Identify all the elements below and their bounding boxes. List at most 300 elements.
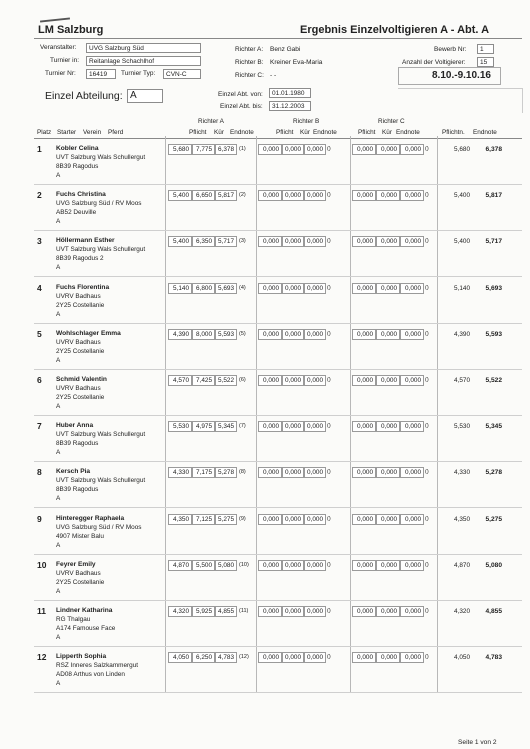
endnote-value: 4,855	[485, 608, 502, 615]
col-verein: Verein	[83, 129, 102, 136]
score-cell: 0,000	[282, 144, 304, 155]
score-cell: 0,000	[376, 236, 400, 247]
score-cell: 0,000	[304, 606, 326, 617]
score-cell: 0,000	[352, 560, 376, 571]
row-place: 6	[37, 375, 42, 385]
row-place: 11	[37, 606, 46, 616]
row-place: 9	[37, 514, 42, 524]
abteilung-field: A	[127, 89, 163, 103]
score-cell: 0,000	[304, 467, 326, 478]
abteilung-label: Einzel Abteilung:	[45, 90, 123, 102]
score-cell: 0,000	[258, 421, 282, 432]
turnier-typ-label: Turnier Typ:	[121, 70, 156, 77]
score-cell: 0,000	[304, 236, 326, 247]
row-divider	[34, 507, 522, 508]
rank-label: ()	[425, 654, 429, 660]
score-cell: 5,817	[215, 190, 237, 201]
score-cell: 5,593	[215, 329, 237, 340]
score-cell: 4,855	[215, 606, 237, 617]
richter-a-label: Richter A:	[235, 46, 264, 53]
score-cell: 5,140	[168, 283, 192, 294]
score-cell: 0,000	[352, 144, 376, 155]
endnote-value: 5,717	[485, 238, 502, 245]
score-cell: 0,000	[258, 514, 282, 525]
score-cell: 0,000	[304, 652, 326, 663]
row-club: UVT Salzburg Wals Schullergut	[56, 431, 146, 438]
score-cell: 0,000	[400, 421, 424, 432]
col-pferd: Pferd	[108, 129, 124, 136]
veranstalter-field: UVG Salzburg Süd	[86, 43, 201, 53]
rank-label: (8)	[239, 469, 246, 475]
endnote-value: 5,817	[485, 192, 502, 199]
rank-label: (4)	[239, 285, 246, 291]
pflichtn-value: 4,330	[454, 469, 470, 476]
score-cell: 0,000	[282, 236, 304, 247]
pflichtn-value: 4,320	[454, 608, 470, 615]
score-cell: 0,000	[352, 606, 376, 617]
row-class: A	[56, 311, 61, 318]
score-cell: 7,775	[192, 144, 215, 155]
row-horse: A174 Famouse Face	[56, 625, 116, 632]
score-cell: 0,000	[258, 190, 282, 201]
row-place: 4	[37, 283, 42, 293]
col-endnote-total: Endnote	[473, 129, 497, 136]
col-richter-a: Richter A	[198, 118, 224, 125]
row-place: 2	[37, 190, 42, 200]
rank-label: ()	[327, 423, 331, 429]
row-name: Höllermann Esther	[56, 237, 115, 244]
score-cell: 5,680	[168, 144, 192, 155]
row-class: A	[56, 403, 61, 410]
score-cell: 4,330	[168, 467, 192, 478]
score-cell: 0,000	[304, 421, 326, 432]
score-cell: 4,050	[168, 652, 192, 663]
score-cell: 5,278	[215, 467, 237, 478]
row-divider	[34, 554, 522, 555]
abt-von-label: Einzel Abt. von:	[218, 91, 263, 98]
score-cell: 0,000	[376, 283, 400, 294]
score-cell: 0,000	[258, 375, 282, 386]
score-cell: 0,000	[376, 190, 400, 201]
score-cell: 0,000	[258, 560, 282, 571]
score-cell: 0,000	[282, 421, 304, 432]
col-richter-b: Richter B	[293, 118, 320, 125]
score-cell: 0,000	[258, 283, 282, 294]
row-club: UVRV Badhaus	[56, 339, 101, 346]
row-divider	[34, 230, 522, 231]
row-name: Hinteregger Raphaela	[56, 515, 125, 522]
row-club: RG Thalgau	[56, 616, 91, 623]
rank-label: (11)	[239, 608, 249, 614]
col-a-endnote: Endnote	[230, 129, 254, 136]
score-cell: 0,000	[376, 329, 400, 340]
score-cell: 5,522	[215, 375, 237, 386]
score-cell: 5,345	[215, 421, 237, 432]
row-horse: 8B39 Ragodus	[56, 440, 99, 447]
score-cell: 0,000	[400, 144, 424, 155]
row-name: Fuchs Christina	[56, 191, 106, 198]
rank-label: ()	[327, 238, 331, 244]
score-cell: 7,425	[192, 375, 215, 386]
score-cell: 0,000	[400, 606, 424, 617]
turnier-nr-label: Turnier Nr:	[45, 70, 76, 77]
result-title: Ergebnis Einzelvoltigieren A - Abt. A	[300, 24, 490, 36]
pflichtn-value: 4,570	[454, 377, 470, 384]
table-row	[0, 512, 530, 556]
pflichtn-value: 4,050	[454, 654, 470, 661]
header-panel-right	[398, 88, 523, 113]
rank-label: ()	[425, 377, 429, 383]
table-row	[0, 558, 530, 602]
rank-label: (5)	[239, 331, 246, 337]
row-club: UVT Salzburg Wals Schullergut	[56, 477, 146, 484]
score-cell: 0,000	[304, 144, 326, 155]
score-cell: 5,500	[192, 560, 215, 571]
richter-c-label: Richter C:	[235, 72, 264, 79]
score-cell: 6,250	[192, 652, 215, 663]
endnote-value: 5,345	[485, 423, 502, 430]
score-cell: 0,000	[376, 375, 400, 386]
rank-label: ()	[425, 608, 429, 614]
score-cell: 0,000	[282, 190, 304, 201]
score-cell: 4,870	[168, 560, 192, 571]
score-cell: 0,000	[352, 421, 376, 432]
pflichtn-value: 5,680	[454, 146, 470, 153]
rank-label: (2)	[239, 192, 246, 198]
col-richter-c: Richter C	[378, 118, 405, 125]
score-cell: 4,390	[168, 329, 192, 340]
row-place: 1	[37, 144, 42, 154]
score-cell: 0,000	[282, 467, 304, 478]
score-cell: 0,000	[258, 144, 282, 155]
table-row	[0, 234, 530, 278]
pflichtn-value: 5,400	[454, 192, 470, 199]
row-class: A	[56, 495, 61, 502]
score-cell: 0,000	[304, 190, 326, 201]
title-underline-accent	[40, 17, 70, 22]
dates-box-outline	[398, 67, 501, 85]
col-b-kuer: Kür	[300, 129, 310, 136]
row-club: UVRV Badhaus	[56, 293, 101, 300]
row-class: A	[56, 357, 61, 364]
col-a-pflicht: Pflicht	[189, 129, 207, 136]
score-cell: 0,000	[258, 467, 282, 478]
endnote-value: 5,693	[485, 285, 502, 292]
row-divider	[34, 184, 522, 185]
endnote-value: 5,275	[485, 516, 502, 523]
row-divider	[34, 461, 522, 462]
turnier-in-label: Turnier in:	[50, 57, 80, 64]
col-pflichtn: Pflichtn.	[442, 129, 465, 136]
turnier-nr-field: 16419	[86, 69, 116, 79]
score-cell: 0,000	[352, 329, 376, 340]
abt-bis-field: 31.12.2003	[269, 101, 311, 111]
row-horse: 4907 Mister Balu	[56, 533, 104, 540]
row-divider	[34, 600, 522, 601]
rank-label: ()	[425, 238, 429, 244]
bewerb-nr-field: 1	[477, 44, 494, 54]
rank-label: ()	[425, 331, 429, 337]
score-cell: 0,000	[282, 329, 304, 340]
rank-label: (6)	[239, 377, 246, 383]
score-cell: 0,000	[352, 375, 376, 386]
table-row	[0, 142, 530, 186]
score-cell: 4,350	[168, 514, 192, 525]
row-name: Huber Anna	[56, 422, 94, 429]
row-class: A	[56, 634, 61, 641]
row-name: Lipperth Sophia	[56, 653, 107, 660]
row-horse: 2Y25 Costellanie	[56, 302, 105, 309]
row-class: A	[56, 449, 61, 456]
row-divider	[34, 646, 522, 647]
score-cell: 5,080	[215, 560, 237, 571]
row-club: UVT Salzburg Wals Schullergut	[56, 154, 146, 161]
rank-label: ()	[425, 516, 429, 522]
rank-label: ()	[425, 285, 429, 291]
score-cell: 0,000	[400, 375, 424, 386]
endnote-value: 5,593	[485, 331, 502, 338]
score-cell: 0,000	[376, 144, 400, 155]
rank-label: ()	[327, 654, 331, 660]
rank-label: ()	[327, 469, 331, 475]
endnote-value: 5,080	[485, 562, 502, 569]
score-cell: 5,400	[168, 190, 192, 201]
score-cell: 6,378	[215, 144, 237, 155]
row-name: Fuchs Florentina	[56, 284, 110, 291]
score-cell: 6,650	[192, 190, 215, 201]
row-divider	[34, 276, 522, 277]
table-row	[0, 373, 530, 417]
row-class: A	[56, 218, 61, 225]
col-b-endnote: Endnote	[313, 129, 337, 136]
rank-label: (7)	[239, 423, 246, 429]
abt-von-field: 01.01.1980	[269, 88, 311, 98]
score-cell: 0,000	[352, 652, 376, 663]
rank-label: ()	[327, 608, 331, 614]
score-cell: 0,000	[376, 514, 400, 525]
col-c-kuer: Kür	[382, 129, 392, 136]
row-horse: 2Y25 Costellanie	[56, 579, 105, 586]
rank-label: ()	[327, 146, 331, 152]
score-cell: 0,000	[400, 514, 424, 525]
header-rule	[34, 38, 522, 39]
rank-label: ()	[327, 331, 331, 337]
score-cell: 0,000	[282, 375, 304, 386]
rank-label: ()	[327, 377, 331, 383]
score-cell: 7,125	[192, 514, 215, 525]
score-cell: 4,975	[192, 421, 215, 432]
score-cell: 5,275	[215, 514, 237, 525]
row-place: 7	[37, 421, 42, 431]
score-cell: 0,000	[400, 329, 424, 340]
score-cell: 0,000	[376, 467, 400, 478]
rank-label: ()	[327, 562, 331, 568]
score-cell: 0,000	[352, 283, 376, 294]
row-club: UVG Salzburg Süd / RV Moos	[56, 200, 142, 207]
row-place: 3	[37, 236, 42, 246]
row-name: Wohlschlager Emma	[56, 330, 121, 337]
turnier-in-field: Reitanlage Schachlhof	[86, 56, 201, 66]
score-cell: 0,000	[376, 421, 400, 432]
endnote-value: 5,522	[485, 377, 502, 384]
page-title: LM Salzburg	[38, 24, 104, 36]
anzahl-field: 15	[477, 57, 494, 67]
score-cell: 0,000	[282, 652, 304, 663]
abt-bis-label: Einzel Abt. bis:	[220, 103, 263, 110]
rank-label: ()	[425, 423, 429, 429]
score-cell: 0,000	[400, 236, 424, 247]
score-cell: 0,000	[282, 514, 304, 525]
page-number: Seite 1 von 2	[458, 739, 497, 746]
rank-label: ()	[425, 562, 429, 568]
table-row	[0, 650, 530, 694]
row-class: A	[56, 542, 61, 549]
score-cell: 8,000	[192, 329, 215, 340]
col-c-pflicht: Pflicht	[358, 129, 376, 136]
row-class: A	[56, 172, 61, 179]
score-cell: 0,000	[400, 467, 424, 478]
anzahl-label: Anzahl der Voltigierer:	[402, 59, 466, 66]
rank-label: (12)	[239, 654, 249, 660]
col-a-kuer: Kür	[214, 129, 224, 136]
score-cell: 0,000	[258, 606, 282, 617]
score-cell: 0,000	[304, 375, 326, 386]
table-header-rule	[34, 138, 522, 139]
row-divider	[34, 692, 522, 693]
table-row	[0, 327, 530, 371]
row-divider	[34, 369, 522, 370]
richter-c-value: - -	[270, 72, 277, 79]
row-horse: 8B39 Ragodus	[56, 163, 99, 170]
score-cell: 0,000	[400, 560, 424, 571]
row-place: 8	[37, 467, 42, 477]
score-cell: 4,783	[215, 652, 237, 663]
score-cell: 5,925	[192, 606, 215, 617]
row-class: A	[56, 588, 61, 595]
turnier-typ-field: CVN-C	[163, 69, 201, 79]
row-name: Lindner Katharina	[56, 607, 113, 614]
score-cell: 0,000	[258, 236, 282, 247]
row-horse: 2Y25 Costellanie	[56, 348, 105, 355]
col-b-pflicht: Pflicht	[276, 129, 294, 136]
row-name: Schmid Valentin	[56, 376, 107, 383]
table-row	[0, 419, 530, 463]
score-cell: 0,000	[400, 652, 424, 663]
score-cell: 0,000	[376, 606, 400, 617]
row-club: UVRV Badhaus	[56, 570, 101, 577]
score-cell: 0,000	[304, 329, 326, 340]
score-cell: 0,000	[376, 560, 400, 571]
score-cell: 7,175	[192, 467, 215, 478]
endnote-value: 5,278	[485, 469, 502, 476]
rank-label: (10)	[239, 562, 249, 568]
score-cell: 5,530	[168, 421, 192, 432]
score-cell: 0,000	[282, 606, 304, 617]
score-cell: 0,000	[400, 190, 424, 201]
table-row	[0, 281, 530, 325]
rank-label: (1)	[239, 146, 246, 152]
row-horse: 2Y25 Costellanie	[56, 394, 105, 401]
score-cell: 0,000	[352, 190, 376, 201]
score-cell: 0,000	[352, 467, 376, 478]
bewerb-nr-label: Bewerb Nr:	[434, 46, 467, 53]
row-divider	[34, 323, 522, 324]
rank-label: ()	[327, 192, 331, 198]
event-dates: 8.10.-9.10.16	[432, 70, 491, 81]
score-cell: 4,570	[168, 375, 192, 386]
col-starter: Starter	[57, 129, 77, 136]
rank-label: ()	[425, 192, 429, 198]
pflichtn-value: 4,870	[454, 562, 470, 569]
richter-b-label: Richter B:	[235, 59, 264, 66]
pflichtn-value: 5,140	[454, 285, 470, 292]
score-cell: 6,800	[192, 283, 215, 294]
table-row	[0, 604, 530, 648]
pflichtn-value: 5,400	[454, 238, 470, 245]
rank-label: ()	[327, 285, 331, 291]
rank-label: ()	[425, 146, 429, 152]
row-place: 10	[37, 560, 47, 570]
row-club: UVRV Badhaus	[56, 385, 101, 392]
row-place: 5	[37, 329, 42, 339]
row-name: Feyrer Emily	[56, 561, 96, 568]
row-name: Kobler Celina	[56, 145, 99, 152]
pflichtn-value: 4,350	[454, 516, 470, 523]
row-place: 12	[37, 652, 47, 662]
score-cell: 5,400	[168, 236, 192, 247]
score-cell: 4,320	[168, 606, 192, 617]
rank-label: ()	[327, 516, 331, 522]
score-cell: 0,000	[304, 514, 326, 525]
score-cell: 0,000	[282, 283, 304, 294]
pflichtn-value: 4,390	[454, 331, 470, 338]
score-cell: 0,000	[304, 560, 326, 571]
col-c-endnote: Endnote	[396, 129, 420, 136]
richter-b-value: Kreiner Eva-Maria	[270, 59, 323, 66]
score-cell: 0,000	[304, 283, 326, 294]
veranstalter-label: Veranstalter:	[40, 44, 77, 51]
rank-label: (9)	[239, 516, 246, 522]
row-divider	[34, 415, 522, 416]
endnote-value: 4,783	[485, 654, 502, 661]
pflichtn-value: 5,530	[454, 423, 470, 430]
score-cell: 0,000	[352, 514, 376, 525]
row-horse: 8B39 Ragodus 2	[56, 255, 104, 262]
score-cell: 0,000	[400, 283, 424, 294]
score-cell: 0,000	[352, 236, 376, 247]
row-horse: AB52 Deuville	[56, 209, 97, 216]
score-cell: 0,000	[258, 329, 282, 340]
score-cell: 0,000	[258, 652, 282, 663]
row-class: A	[56, 680, 61, 687]
table-row	[0, 188, 530, 232]
score-cell: 0,000	[376, 652, 400, 663]
endnote-value: 6,378	[485, 146, 502, 153]
col-platz: Platz	[37, 129, 52, 136]
row-class: A	[56, 264, 61, 271]
score-cell: 5,717	[215, 236, 237, 247]
row-horse: AD08 Arthus von Linden	[56, 671, 125, 678]
richter-a-value: Benz Gabi	[270, 46, 301, 53]
rank-label: ()	[425, 469, 429, 475]
score-cell: 0,000	[282, 560, 304, 571]
rank-label: (3)	[239, 238, 246, 244]
row-club: UVG Salzburg Süd / RV Moos	[56, 524, 142, 531]
row-club: UVT Salzburg Wals Schullergut	[56, 246, 146, 253]
score-cell: 6,350	[192, 236, 215, 247]
table-row	[0, 465, 530, 509]
row-club: RSZ Inneres Salzkammergut	[56, 662, 139, 669]
